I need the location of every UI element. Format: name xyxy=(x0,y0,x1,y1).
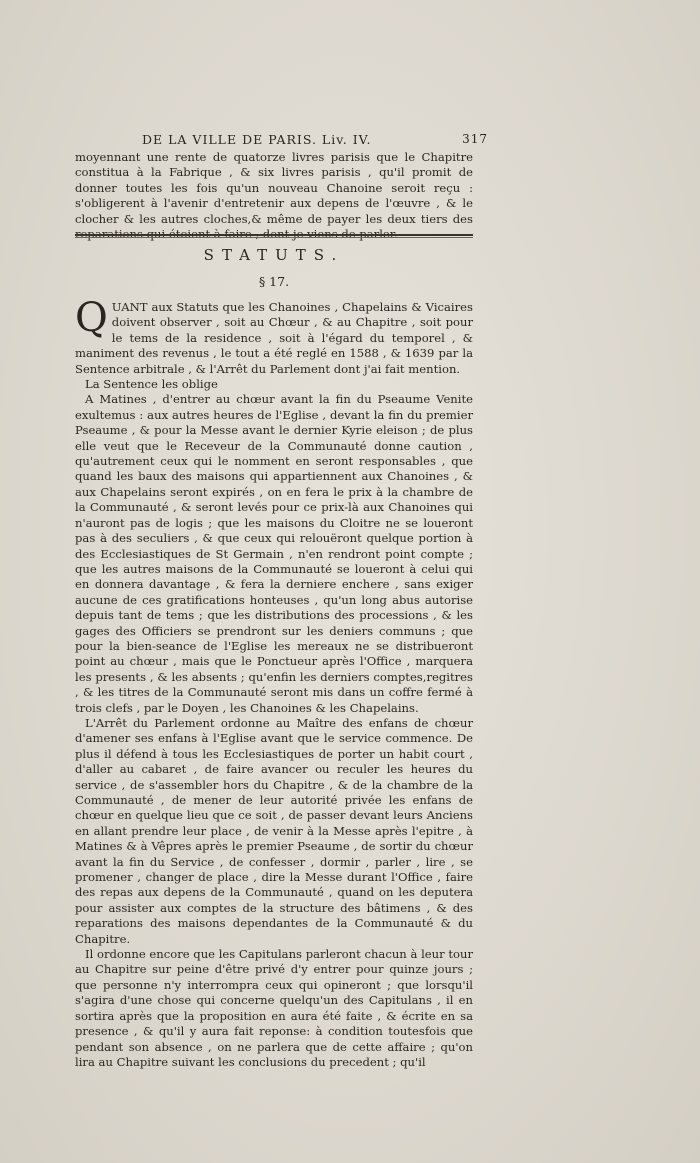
page-header xyxy=(120,132,488,150)
page-number: 317 xyxy=(462,132,488,146)
paragraph-sentence: La Sentence les oblige xyxy=(85,377,218,392)
first-paragraph xyxy=(75,295,473,377)
drop-cap: Q xyxy=(75,295,108,341)
first-paragraph-text: UANT aux Statuts que les Chanoines , Chapelains & Vicaires doivent observer , soit au Chœur , & au Chapitre , soit pour le tems de la residence , soit à l'égard du temporel , & maniment des revenus , le tout a été reglé en 1588 , & 1639 par la Sentence arbitrale , & l'Arrêt du Parlement dont j'ai fait mention. xyxy=(75,300,473,376)
paragraph-matines: A Matines , d'entrer au chœur avant la fin du Pseaume Venite exultemus : aux autres heures de l'Eglise , devant la fin du premier Pseaume , & pour la Messe avant le dernier Kyrie eleison ; de plus elle veut que le Receveur de la Communauté donne caution , qu'autrement ceux qui le nomment en seront responsables , que quand les baux des maisons qui appartiennent aux Chanoines , & aux Chapelains seront expirés , on en fera le prix à la chambre de la Communauté , & seront levés pour ce prix-là aux Chanoines qui n'auront pas de logis ; que les maisons du Cloitre ne se loueront pas à des seculiers , & que ceux qui relouëront quelque portion à des Ecclesiastiques de St Germain , n'en rendront point compte ; que les autres maisons de la Communauté se loueront à celui qui en donnera davantage , & fera la derniere enchere , sans exiger aucune de ces gratifications honteuses , qu'un long abus autorise depuis tant de tems ; que les distributions des processions , & les gages des Officiers se prendront sur les deniers communs ; que pour la bien-seance de l'Eglise les mereaux ne se distribueront point au chœur , mais que le Ponctueur après l'Office , marquera les presents , & les absents ; qu'enfin les derniers comptes,regitres , & les titres de la Communauté seront mis dans un coffre fermé à trois clefs , par le Doyen , les Chanoines & les Chapelains. xyxy=(75,392,473,715)
section-number: § 17. xyxy=(258,274,290,289)
section-rule-thin xyxy=(75,237,473,238)
continued-paragraph xyxy=(75,150,473,242)
section-title: STATUTS. xyxy=(203,246,345,264)
section-rule xyxy=(75,234,473,236)
running-title: DE LA VILLE DE PARIS. Liv. IV. xyxy=(142,132,372,147)
body-text xyxy=(75,295,473,1070)
paragraph-capitulans: Il ordonne encore que les Capitulans parleront chacun à leur tour au Chapitre sur peine d'être privé d'y entrer pour quinze jours ; que personne n'y interrompra ceux qui opineront ; que lorsqu'il s'agira d'une chose qui concerne quelqu'un des Capitulans , il en sortira après que la proposition en aura été faite , & écrite en sa presence , & qu'il y aura fait reponse: à condition toutesfois que pendant son absence , on ne parlera que de cette affaire ; qu'on lira au Chapitre suivant les conclusions du precedent ; qu'il xyxy=(75,947,473,1069)
top-paragraph: moyennant une rente de quatorze livres parisis que le Chapitre constitua à la Fabrique , & six livres parisis , qu'il promit de donner toutes les fois qu'un nouveau Chanoine seroit reçu : s'obligerent à l'avenir d'entretenir aux depens de l'œuvre , & le clocher & les autres cloches,& même de payer les deux tiers des xyxy=(75,150,473,226)
paragraph-arret: L'Arrêt du Parlement ordonne au Maître des enfans de chœur d'amener ses enfans à l'Eglise avant que le service commence. De plus il défend à tous les Ecclesiastiques de porter un habit court , d'aller au cabaret , de faire avancer ou reculer les heures du service , de s'assembler hors du Chapitre , & de la chambre de la Communauté , de mener de leur autorité privée les enfans de chœur en quelque lieu que ce soit , de passer devant leurs Anciens en allant prendre leur place , de venir à la Messe après l'epitre , à Matines & à Vêpres après le premier Pseaume , de sortir du chœur avant la fin du Service , de confesser , dormir , parler , lire , se promener , changer de place , dire la Messe durant l'Office , faire des repas aux depens de la Communauté , quand on les deputera pour assister aux comptes de la structure des bâtimens , & des reparations des maisons dependantes de la Communauté & du Chapitre. xyxy=(75,715,473,946)
